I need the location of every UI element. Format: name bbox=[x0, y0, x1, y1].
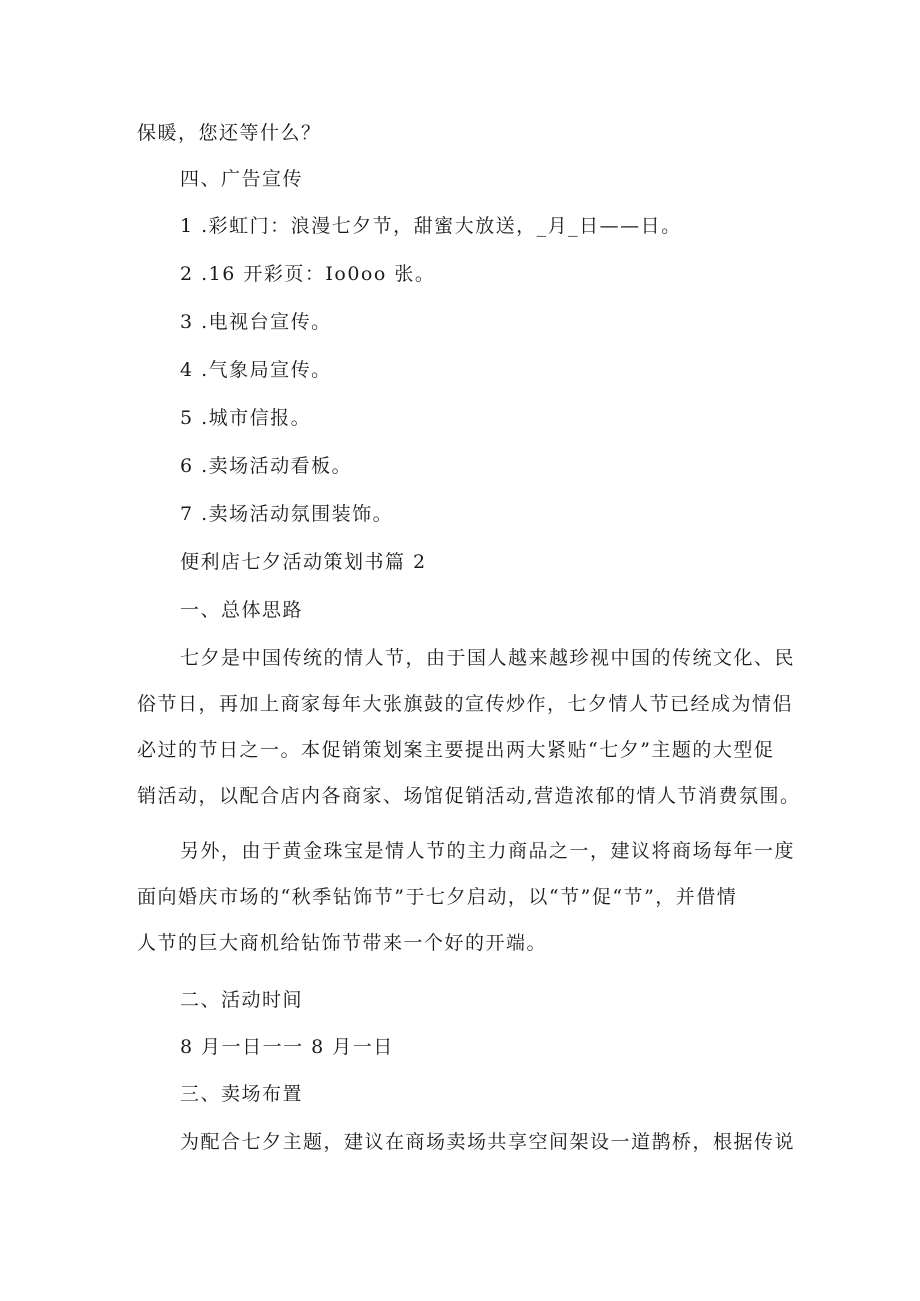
document-title: 便利店七夕活动策划书篇 2 bbox=[180, 551, 427, 573]
paragraph-line: 俗节日，再加上商家每年大张旗鼓的宣传炒作，七夕情人节已经成为情侣 bbox=[137, 693, 794, 715]
section-heading: 三、卖场布置 bbox=[180, 1083, 304, 1105]
paragraph-line: 保暖，您还等什么？ bbox=[137, 122, 322, 144]
paragraph-line: 七夕是中国传统的情人节，由于国人越来越珍视中国的传统文化、民 bbox=[180, 647, 796, 669]
list-item: 5 .城市信报。 bbox=[180, 407, 312, 429]
list-item: 3 .电视台宣传。 bbox=[180, 311, 332, 333]
paragraph-line: 销活动，以配合店内各商家、场馆促销活动,营造浓郁的情人节消费氛围。 bbox=[137, 785, 801, 807]
list-item: 2 .16 开彩页：Io0oo 张。 bbox=[180, 263, 436, 285]
paragraph-line: 人节的巨大商机给钻饰节带来一个好的开端。 bbox=[137, 932, 548, 954]
section-heading: 二、活动时间 bbox=[180, 989, 304, 1011]
list-item: 6 .卖场活动看板。 bbox=[180, 455, 353, 477]
section-heading: 一、总体思路 bbox=[180, 599, 304, 621]
paragraph-line: 另外，由于黄金珠宝是情人节的主力商品之一，建议将商场每年一度 bbox=[180, 840, 796, 862]
section-heading: 四、广告宣传 bbox=[180, 168, 304, 190]
list-item: 7 .卖场活动氛围装饰。 bbox=[180, 503, 394, 525]
paragraph-line: 面向婚庆市场的“秋季钻饰节”于七夕启动，以“节”促“节”，并借情 bbox=[137, 886, 738, 908]
paragraph-line: 为配合七夕主题，建议在商场卖场共享空间架设一道鹊桥，根据传说 bbox=[180, 1131, 796, 1153]
paragraph-line: 必过的节日之一。本促销策划案主要提出两大紧贴“七夕”主题的大型促 bbox=[137, 739, 775, 761]
list-item: 1 .彩虹门：浪漫七夕节，甜蜜大放送，_月_日——日。 bbox=[180, 215, 682, 237]
paragraph-line: 8 月一日一一 8 月一日 bbox=[180, 1036, 394, 1058]
list-item: 4 .气象局宣传。 bbox=[180, 359, 332, 381]
